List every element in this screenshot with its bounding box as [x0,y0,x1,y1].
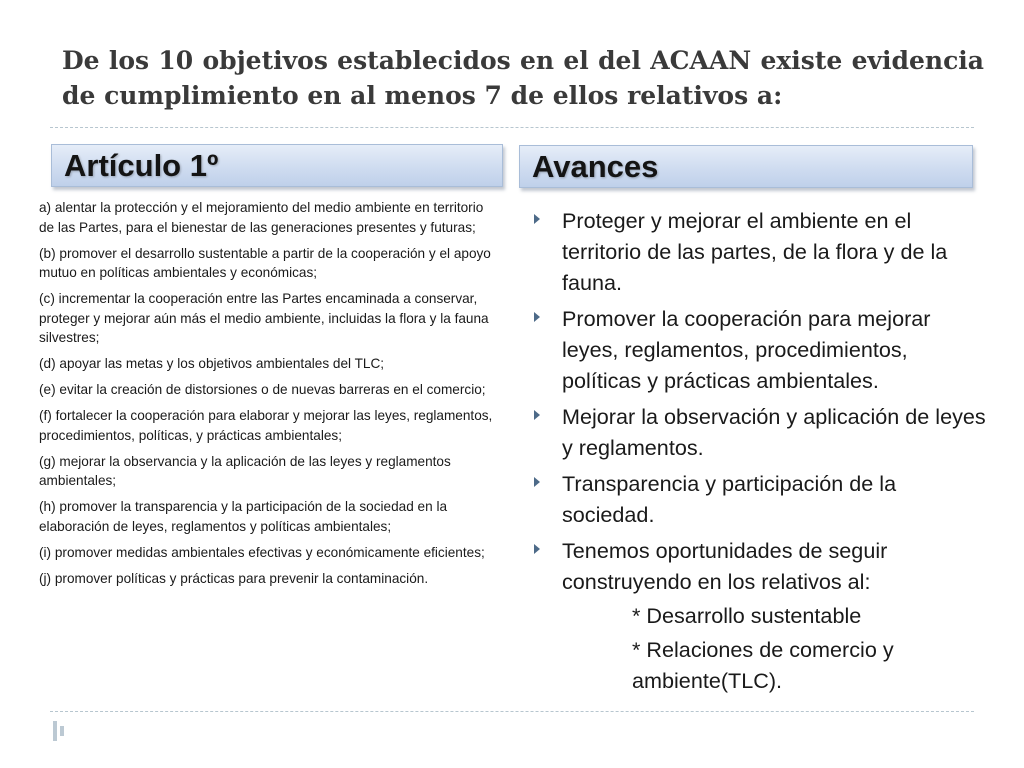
slide-corner-mark-icon [52,720,70,742]
objective-item: (d) apoyar las metas y los objetivos ambientales del TLC; [39,356,385,371]
avances-header-label: Avances [532,149,659,184]
triangle-bullet-icon [534,410,540,420]
triangle-bullet-icon [534,214,540,224]
triangle-bullet-icon [534,544,540,554]
triangle-bullet-icon [534,477,540,487]
objective-item: (b) promover el desarrollo sustentable a partir de la cooperación y el apoyo mutuo en políticas ambientales y económicas; [39,245,491,280]
avance-text: Tenemos oportunidades de seguir construyendo en los relativos al: [562,538,888,594]
objective-item: (c) incrementar la cooperación entre las Partes encaminada a conservar, proteger y mejorar aún más el medio ambiente, incluidas la flora y la fauna silvestres; [39,291,489,345]
avance-item [532,535,992,696]
articulo-header-label: Artículo 1º [64,148,219,183]
avance-subitem: * Relaciones de comercio y ambiente(TLC). [632,637,894,693]
article-objectives-list [39,198,497,595]
avance-item [532,303,992,396]
avance-item [532,401,992,463]
objective-item: (h) promover la transparencia y la participación de la sociedad en la elaboración de leyes, reglamentos y políticas ambientales; [39,499,448,534]
objective-item: a) alentar la protección y el mejoramiento del medio ambiente en territorio de las Partes, para el bienestar de las generaciones presentes y futuras; [39,200,484,235]
slide-title: De los 10 objetivos establecidos en el del ACAAN existe evidencia de cumplimiento en al menos 7 de ellos relativos a: [62,46,984,110]
objective-item: (i) promover medidas ambientales efectivas y económicamente eficientes; [39,544,485,560]
avance-subitem: * Desarrollo sustentable [632,603,862,628]
avances-header [519,145,973,188]
avance-text: Promover la cooperación para mejorar leyes, reglamentos, procedimientos, políticas y prácticas ambientales. [562,306,931,393]
objective-item: (f) fortalecer la cooperación para elaborar y mejorar las leyes, reglamentos, procedimientos, políticas, y prácticas ambientales; [39,408,493,443]
triangle-bullet-icon [534,312,540,322]
objective-item: (g) mejorar la observancia y la aplicación de las leyes y reglamentos ambientales; [39,453,451,488]
avance-item [532,205,992,298]
avance-text: Transparencia y participación de la sociedad. [562,471,897,527]
objective-item: (e) evitar la creación de distorsiones o de nuevas barreras en el comercio; [39,382,486,397]
avance-text: Proteger y mejorar el ambiente en el territorio de las partes, de la flora y de la fauna. [562,208,948,295]
avance-text: Mejorar la observación y aplicación de leyes y reglamentos. [562,404,986,460]
top-divider [50,127,974,128]
avances-list [532,205,992,701]
objective-item: (j) promover políticas y prácticas para prevenir la contaminación. [39,570,429,586]
avance-item [532,468,992,530]
articulo-header [51,144,503,187]
bottom-divider [50,711,974,712]
